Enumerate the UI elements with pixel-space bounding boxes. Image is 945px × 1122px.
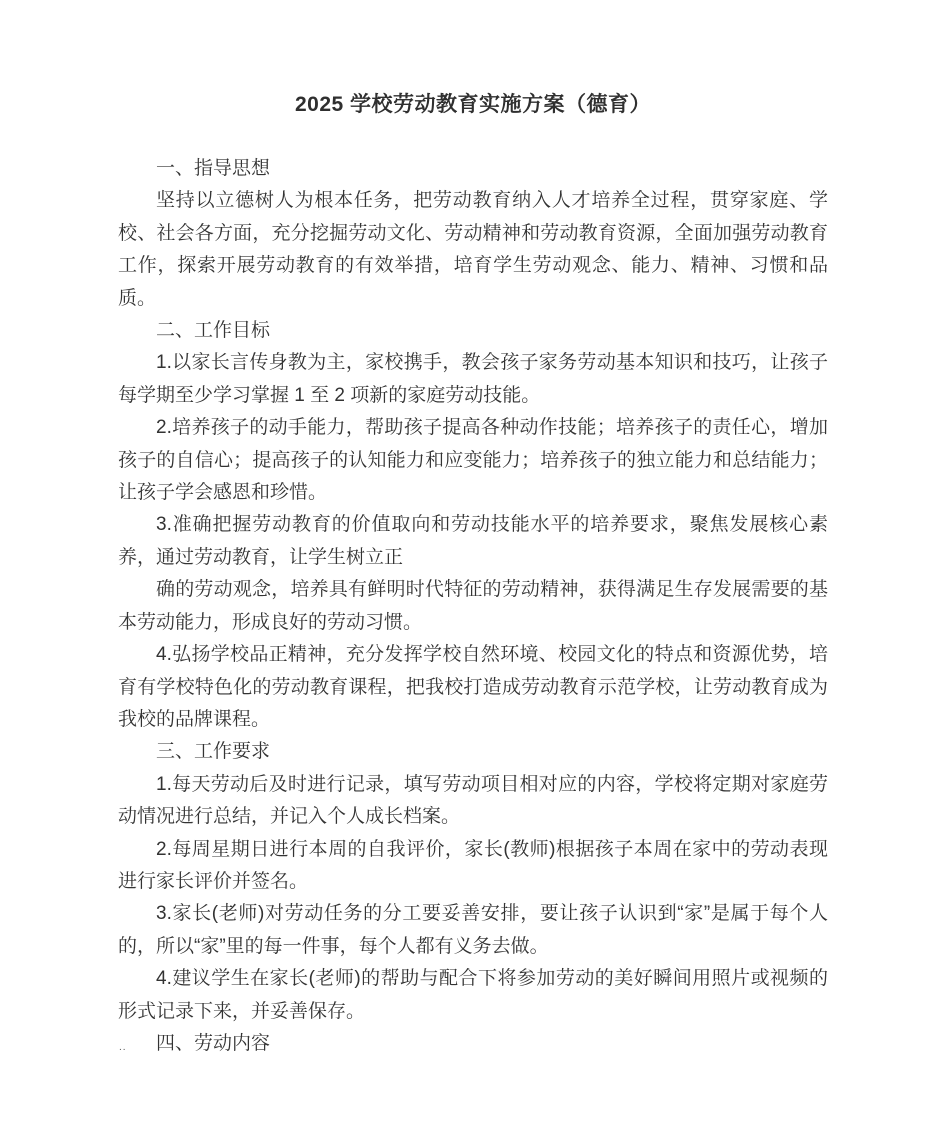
paragraph: 2.培养孩子的动手能力，帮助孩子提高各种动作技能；培养孩子的责任心，增加孩子的自信心；提高孩子的认知能力和应变能力；培养孩子的独立能力和总结能力；让孩子学会感恩和珍惜。 [118,417,828,504]
section-heading-3: 三、工作要求 [156,741,271,763]
footer-mark: .. [119,1042,127,1053]
paragraph: 2.每周星期日进行本周的自我评价，家长(教师)根据孩子本周在家中的劳动表现进行家长评价并签名。 [118,838,828,892]
paragraph: 3.准确把握劳动教育的价值取向和劳动技能水平的培养要求，聚焦发展核心素养，通过劳动教育，让学生树立正 [118,514,828,568]
paragraph: 1.每天劳动后及时进行记录，填写劳动项目相对应的内容，学校将定期对家庭劳动情况进行总结，并记入个人成长档案。 [118,773,828,828]
document-title: 2025 学校劳动教育实施方案（德育） [294,93,652,116]
paragraph: 4.建议学生在家长(老师)的帮助与配合下将参加劳动的美好瞬间用照片或视频的形式记录下来，并妥善保存。 [118,968,828,1022]
paragraph: 4.弘扬学校品正精神，充分发挥学校自然环境、校园文化的特点和资源优势，培育有学校特色化的劳动教育课程，把我校打造成劳动教育示范学校，让劳动教育成为我校的品牌课程。 [118,644,828,730]
section-heading-1: 一、指导思想 [156,158,271,179]
document-body [118,88,828,1060]
paragraph: 3.家长(老师)对劳动任务的分工要妥善安排，要让孩子认识到“家”是属于每个人的，所以“家”里的每一件事，每个人都有义务去做。 [118,903,828,957]
paragraph: 1.以家长言传身教为主，家校携手，教会孩子家务劳动基本知识和技巧，让孩子每学期至少学习掌握 1 至 2 项新的家庭劳动技能。 [118,352,828,406]
paragraph: 坚持以立德树人为根本任务，把劳动教育纳入人才培养全过程，贯穿家庭、学校、社会各方面，充分挖掘劳动文化、劳动精神和劳动教育资源，全面加强劳动教育工作，探索开展劳动教育的有效举措，培育学生劳动观念、能力、精神、习惯和品质。 [118,190,828,309]
section-heading-2: 二、工作目标 [156,320,271,342]
paragraph: 确的劳动观念，培养具有鲜明时代特征的劳动精神，获得满足生存发展需要的基本劳动能力，形成良好的劳动习惯。 [118,579,828,633]
section-heading-4: 四、劳动内容 [156,1032,271,1054]
